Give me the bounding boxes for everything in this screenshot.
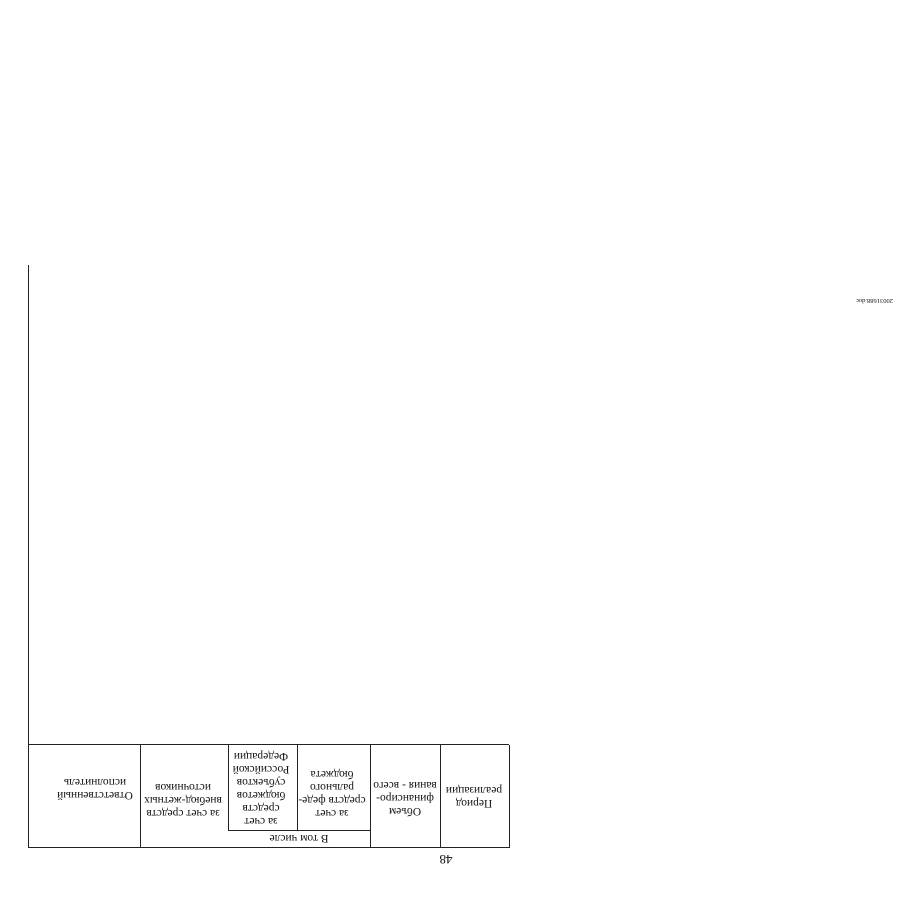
header-volume: Объем финансиро-вания - всего <box>373 779 437 817</box>
header-executor: Ответственный исполнитель <box>57 776 133 801</box>
header-period: Период реализации <box>445 784 503 809</box>
doc-id: 20031688.doc <box>855 297 893 304</box>
header-federal: за счет средств феде-рального бюджета <box>298 768 366 819</box>
header-in-total: В том числе <box>269 832 329 844</box>
header-regional: за счет средств бюджетов субъектов Российской Федерации <box>232 750 290 827</box>
header-extrabudget: за счет средств внебюд-жетных источников <box>144 781 222 819</box>
page-number: 48 <box>439 852 453 867</box>
